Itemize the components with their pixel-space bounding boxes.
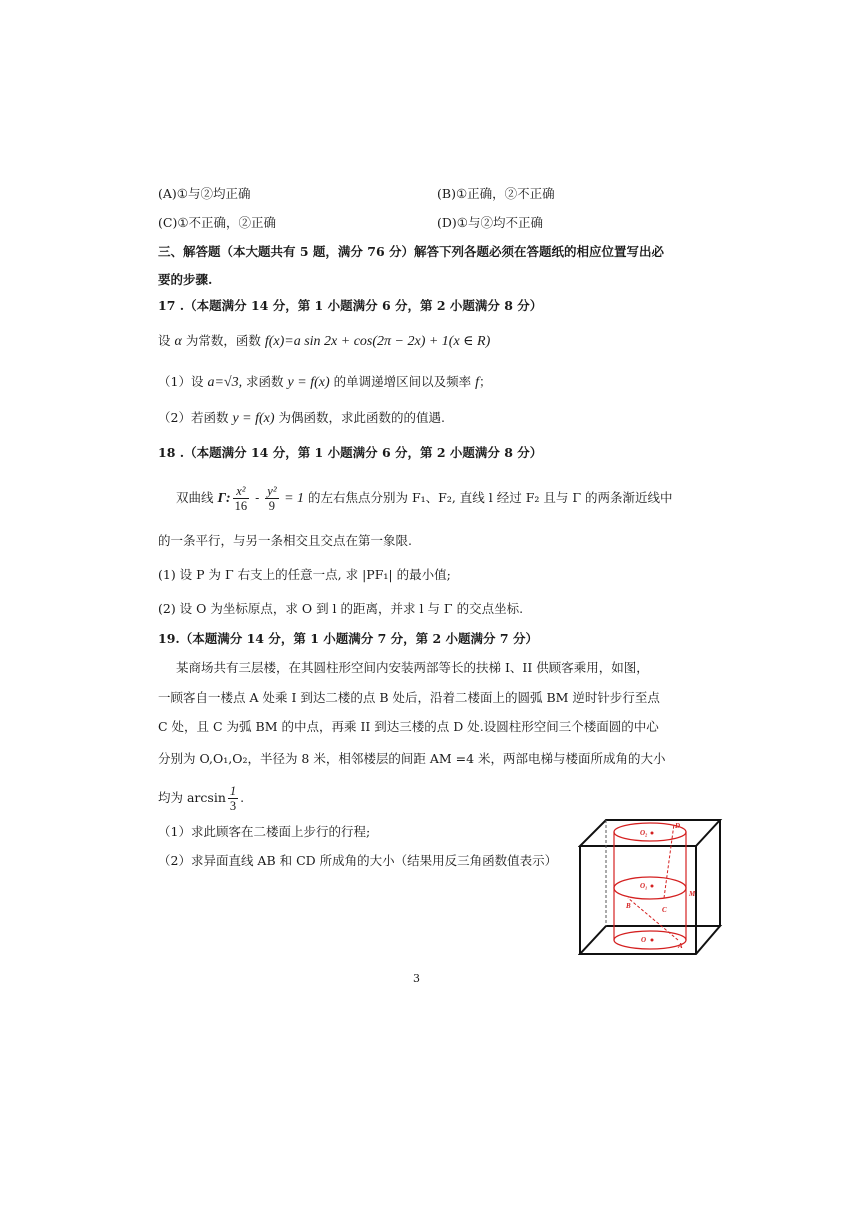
page-number: 3	[413, 972, 420, 985]
q17-p1-a: a=√3,	[207, 375, 243, 390]
center-o	[651, 939, 654, 942]
section-heading: 三、解答题（本大题共有 5 题，满分 76 分）解答下列各题必须在答题纸的相应位置写出必	[158, 244, 665, 259]
q18-num-x: x²	[233, 484, 250, 499]
floor2-circle	[614, 877, 686, 899]
escalator-cd	[664, 824, 674, 898]
q18-num-y: y²	[267, 484, 277, 498]
label-d: D	[675, 822, 681, 830]
label-o: O	[641, 936, 647, 944]
q18-eq: = 1	[280, 491, 305, 506]
q17-part2	[158, 410, 445, 427]
q17-function: f(x)=a sin 2x + cos(2π − 2x) + 1(x ∈ R)	[264, 334, 491, 349]
q17-header: 17 .（本题满分 14 分，第 1 小题满分 6 分，第 2 小题满分 8 分）	[158, 298, 543, 313]
q17-p2-prefix: （2）若函数	[158, 410, 233, 425]
q18-frac-y	[265, 484, 278, 513]
label-b: B	[626, 902, 631, 910]
q19-arcsin: 均为 arcsin	[158, 790, 226, 805]
q19-part1: （1）求此顾客在二楼面上步行的行程;	[158, 824, 371, 839]
q19-num: 1	[229, 784, 237, 798]
q17-stem-prefix: 设	[158, 333, 171, 348]
q19-line1: 某商场共有三层楼，在其圆柱形空间内安装两部等长的扶梯 I、II 供顾客乘用，如图，	[176, 660, 649, 675]
q17-p1-end: ；	[478, 374, 492, 389]
q19-line2: 一顾客自一楼点 A 处乘 I 到达二楼的点 B 处后，沿着二楼面上的圆弧 BM 逆时针步行至点	[158, 690, 660, 705]
q18-den-16: 16	[234, 499, 248, 513]
q17-p2-y: y = f(x)	[232, 411, 275, 426]
q18-part1: (1) 设 P 为 Γ 右支上的任意一点, 求 |PF₁| 的最小值;	[158, 567, 451, 582]
label-c: C	[662, 906, 667, 914]
q18-gamma: Γ:	[217, 491, 231, 506]
center-o2	[651, 832, 654, 835]
q17-p1-y: y = f(x)	[287, 375, 330, 390]
label-o1: O₁	[640, 882, 648, 890]
q17-stem-mid: 为常数，函数	[185, 333, 265, 348]
option-c: (C)①不正确，②正确	[158, 215, 277, 230]
label-m: M	[689, 890, 696, 898]
q17-p1-prefix: （1）设	[158, 374, 208, 389]
label-o2: O₂	[640, 829, 648, 837]
q18-header: 18 .（本题满分 14 分，第 1 小题满分 6 分，第 2 小题满分 8 分）	[158, 445, 543, 460]
q18-stem-line2: 的一条平行，与另一条相交且交点在第一象限.	[158, 533, 412, 548]
q19-part2: （2）求异面直线 AB 和 CD 所成角的大小（结果用反三角函数值表示）	[158, 853, 558, 868]
q18-suffix: 的左右焦点分别为 F₁、F₂, 直线 l 经过 F₂ 且与 Γ 的两条渐近线中	[304, 490, 673, 505]
center-o1	[651, 885, 654, 888]
q18-den-9: 9	[268, 499, 276, 513]
q19-line3: C 处，且 C 为弧 BM 的中点，再乘 II 到达三楼的点 D 处.设圆柱形空间三个楼面圆的中心	[158, 719, 659, 734]
cylinder-figure	[578, 818, 724, 960]
q17-part1	[158, 374, 491, 391]
section-heading-cont: 要的步骤.	[158, 272, 213, 287]
q17-p1-mid: 求函数	[242, 374, 288, 389]
q17-stem	[158, 333, 490, 350]
q18-prefix: 双曲线	[176, 490, 218, 505]
box-top-face	[580, 820, 720, 846]
q19-line5	[158, 784, 244, 813]
q17-p1-suffix: 的单调递增区间以及频率	[329, 374, 476, 389]
label-a: A	[678, 942, 683, 950]
q17-p2-suffix: 为偶函数，求此函数的的值遇.	[274, 410, 445, 425]
q19-header: 19.（本题满分 14 分，第 1 小题满分 7 分，第 2 小题满分 7 分）	[158, 631, 538, 646]
q18-stem-line1	[176, 484, 673, 513]
q18-part2: (2) 设 O 为坐标原点，求 O 到 l 的距离，并求 l 与 Γ 的交点坐标.	[158, 601, 524, 616]
q17-p1-f: f	[475, 375, 479, 390]
escalator-ab	[628, 898, 678, 940]
option-d: (D)①与②均不正确	[437, 215, 543, 230]
q19-frac	[228, 784, 238, 813]
q17-alpha: α	[174, 334, 182, 349]
q19-period: .	[240, 790, 245, 805]
box-bottom-face	[580, 926, 720, 954]
floor1-circle	[614, 931, 686, 949]
option-b: (B)①正确，②不正确	[437, 186, 555, 201]
q19-line4: 分别为 O,O₁,O₂，半径为 8 米，相邻楼层的间距 AM =4 米，两部电梯与楼面所成角的大小	[158, 751, 666, 766]
q18-minus: -	[251, 490, 264, 505]
option-a: (A)①与②均正确	[158, 186, 251, 201]
q19-den: 3	[229, 799, 237, 813]
q18-frac-x	[233, 484, 250, 513]
